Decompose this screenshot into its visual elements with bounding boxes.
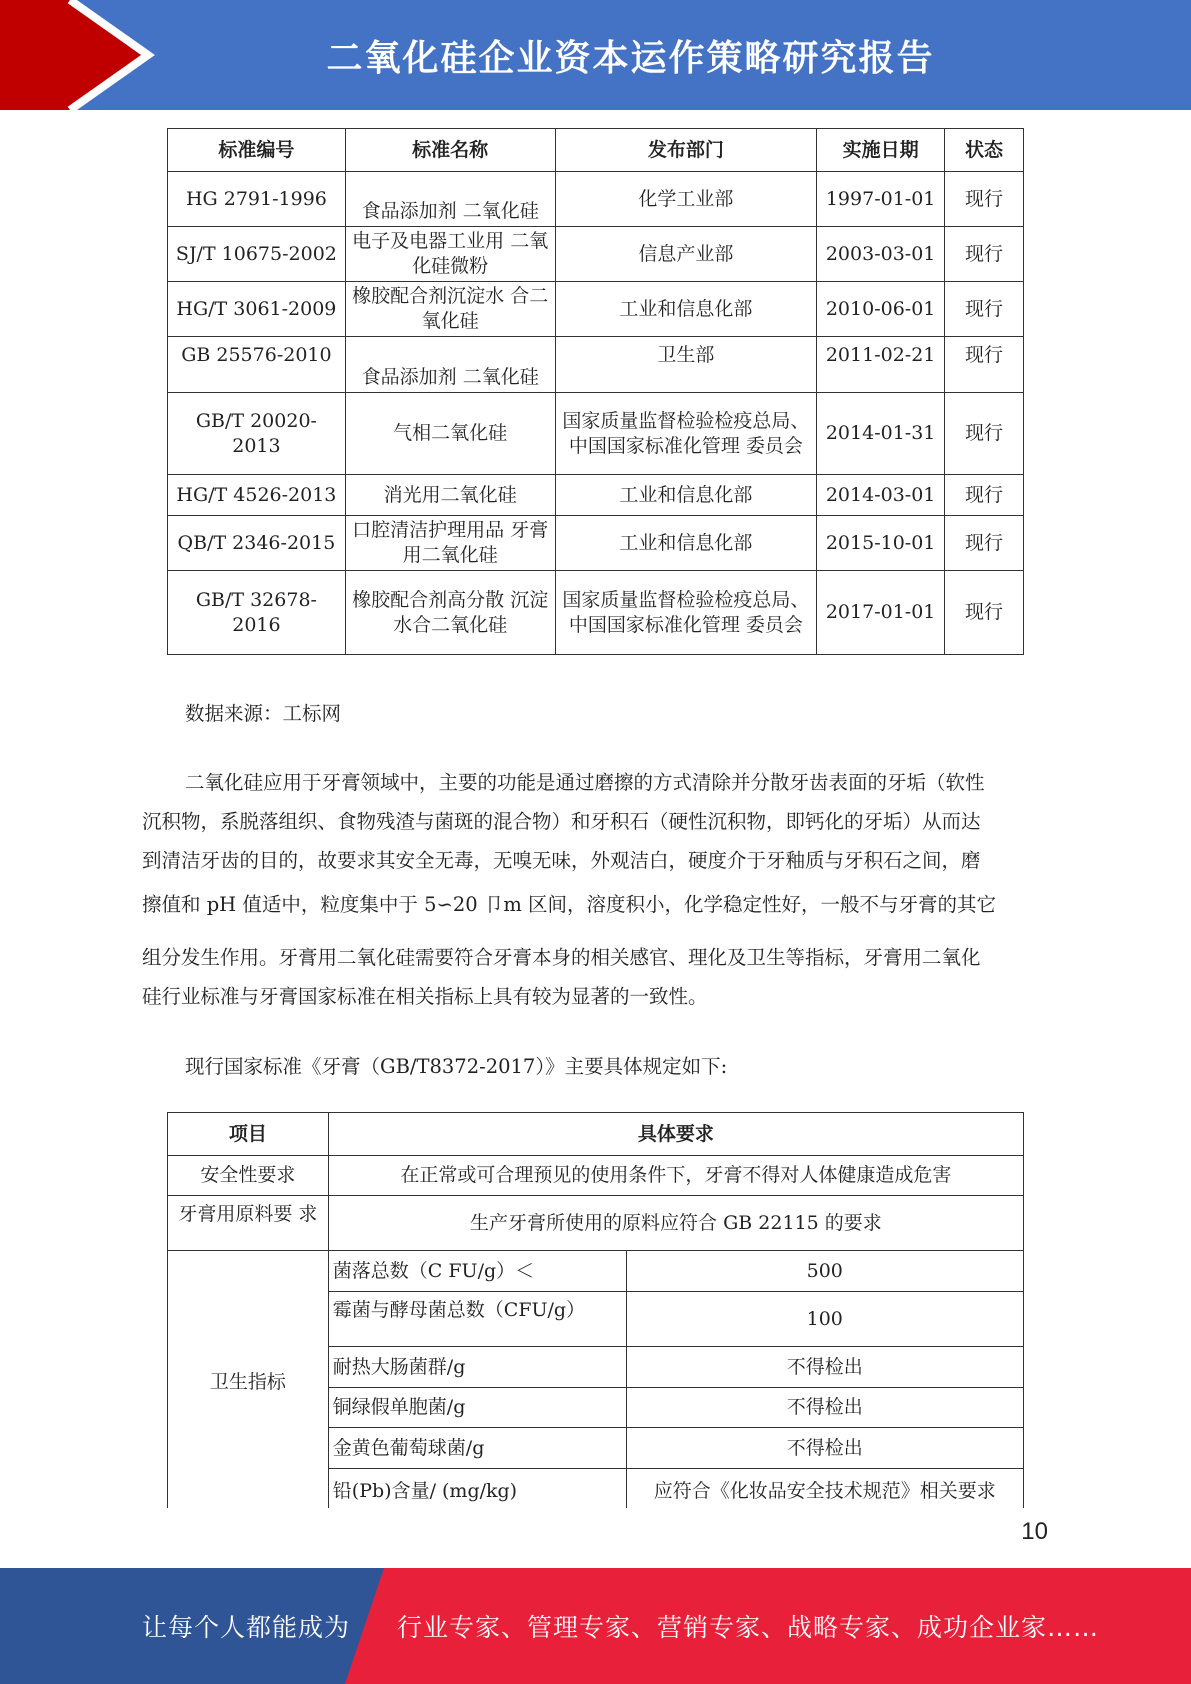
page-header [0,0,1191,110]
item-label: 牙膏用原料要 求 [168,1196,329,1251]
indicator-value: 不得检出 [626,1428,1023,1469]
table-cutoff [0,1508,1191,1528]
table-header-row [168,1113,1024,1156]
status: 现行 [945,227,1024,282]
standards-table [167,128,1024,655]
issuing-department: 国家质量监督检验检疫总局、中国国家标准化管理 委员会 [555,571,817,655]
standard-code: QB/T 2346-2015 [168,516,346,571]
indicator-name: 霉菌与酵母菌总数（CFU/g） [328,1292,626,1347]
standard-name: 气相二氧化硅 [345,393,555,475]
indicator-value: 应符合《化妆品安全技术规范》相关要求 [626,1469,1023,1514]
table-row [168,1196,1024,1251]
issuing-department: 国家质量监督检验检疫总局、中国国家标准化管理 委员会 [555,393,817,475]
table-row [168,172,1024,227]
issuing-department: 信息产业部 [555,227,817,282]
standard-code: HG 2791-1996 [168,172,346,227]
requirements-table [167,1112,1024,1514]
issuing-department: 化学工业部 [555,172,817,227]
table-row [168,1156,1024,1196]
item-label: 安全性要求 [168,1156,329,1196]
effective-date: 2011-02-21 [817,337,945,393]
table-row [168,1251,1024,1292]
effective-date: 2003-03-01 [817,227,945,282]
standard-name: 电子及电器工业用 二氧化硅微粉 [345,227,555,282]
column-header: 实施日期 [817,129,945,172]
indicator-name: 铜绿假单胞菌/g [328,1388,626,1428]
effective-date: 2010-06-01 [817,282,945,337]
standard-code: GB/T 32678-2016 [168,571,346,655]
indicator-name: 金黄色葡萄球菌/g [328,1428,626,1469]
table-row [168,227,1024,282]
header-arrow-decoration [0,0,160,110]
indicator-value: 500 [626,1251,1023,1292]
standard-name: 食品添加剂 二氧化硅 [345,337,555,393]
paragraph-line: 擦值和 pH 值适中，粒度集中于 5∽20 卩m 区间，溶度积小，化学稳定性好，一般不与牙膏的其它 [142,893,997,916]
effective-date: 2014-01-31 [817,393,945,475]
issuing-department: 卫生部 [555,337,817,393]
status: 现行 [945,571,1024,655]
indicator-name: 铅(Pb)含量/ (mg/kg) [328,1469,626,1514]
standard-name: 橡胶配合剂高分散 沉淀水合二氧化硅 [345,571,555,655]
column-header: 项目 [168,1113,329,1156]
item-label: 卫生指标 [168,1251,329,1514]
column-header: 发布部门 [555,129,817,172]
column-header: 状态 [945,129,1024,172]
paragraph-line: 组分发生作用。牙膏用二氧化硅需要符合牙膏本身的相关感官、理化及卫生等指标，牙膏用二氧化 [142,946,981,969]
page-footer [0,1568,1191,1684]
indicator-value: 不得检出 [626,1388,1023,1428]
column-header: 具体要求 [328,1113,1023,1156]
report-title: 二氧化硅企业资本运作策略研究报告 [326,37,935,79]
requirement-text: 在正常或可合理预见的使用条件下，牙膏不得对人体健康造成危害 [328,1156,1023,1196]
indicator-name: 耐热大肠菌群/g [328,1347,626,1388]
paragraph-line: 硅行业标准与牙膏国家标准在相关指标上具有较为显著的一致性。 [142,985,708,1008]
table-row [168,337,1024,393]
issuing-department: 工业和信息化部 [555,282,817,337]
indicator-value: 不得检出 [626,1347,1023,1388]
standard-name: 橡胶配合剂沉淀水 合二氧化硅 [345,282,555,337]
indicator-value: 100 [626,1292,1023,1347]
table-row [168,516,1024,571]
footer-slogan-right: 行业专家、管理专家、营销专家、战略专家、成功企业家…… [397,1613,1100,1642]
standard-name: 口腔清洁护理用品 牙膏用二氧化硅 [345,516,555,571]
paragraph-line: 到清洁牙齿的目的，故要求其安全无毒，无嗅无味，外观洁白，硬度介于牙釉质与牙积石之间，磨 [142,849,981,872]
standard-code: SJ/T 10675-2002 [168,227,346,282]
effective-date: 2017-01-01 [817,571,945,655]
standard-code: GB 25576-2010 [168,337,346,393]
page-number: 10 [1021,1518,1048,1545]
column-header: 标准名称 [345,129,555,172]
requirement-text: 生产牙膏所使用的原料应符合 GB 22115 的要求 [328,1196,1023,1251]
issuing-department: 工业和信息化部 [555,475,817,516]
standard-code: HG/T 3061-2009 [168,282,346,337]
status: 现行 [945,337,1024,393]
column-header: 标准编号 [168,129,346,172]
table-header-row [168,129,1024,172]
indicator-name: 菌落总数（C FU/g）＜ [328,1251,626,1292]
table-row [168,475,1024,516]
paragraph-line: 二氧化硅应用于牙膏领域中，主要的功能是通过磨擦的方式清除并分散牙齿表面的牙垢（软性 [185,771,985,794]
effective-date: 1997-01-01 [817,172,945,227]
status: 现行 [945,393,1024,475]
table-row [168,571,1024,655]
footer-slogan-left: 让每个人都能成为 [142,1613,351,1642]
table-row [168,282,1024,337]
standard-name: 食品添加剂 二氧化硅 [345,172,555,227]
data-source-note: 数据来源：工标网 [185,702,342,725]
issuing-department: 工业和信息化部 [555,516,817,571]
paragraph-line: 沉积物，系脱落组织、食物残渣与菌斑的混合物）和牙积石（硬性沉积物，即钙化的牙垢）从而达 [142,810,981,833]
effective-date: 2014-03-01 [817,475,945,516]
status: 现行 [945,475,1024,516]
standard-intro-line: 现行国家标准《牙膏（GB/T8372-2017）》主要具体规定如下: [185,1055,728,1078]
standard-name: 消光用二氧化硅 [345,475,555,516]
table-row [168,393,1024,475]
standard-code: HG/T 4526-2013 [168,475,346,516]
standard-code: GB/T 20020-2013 [168,393,346,475]
effective-date: 2015-10-01 [817,516,945,571]
status: 现行 [945,282,1024,337]
status: 现行 [945,516,1024,571]
status: 现行 [945,172,1024,227]
